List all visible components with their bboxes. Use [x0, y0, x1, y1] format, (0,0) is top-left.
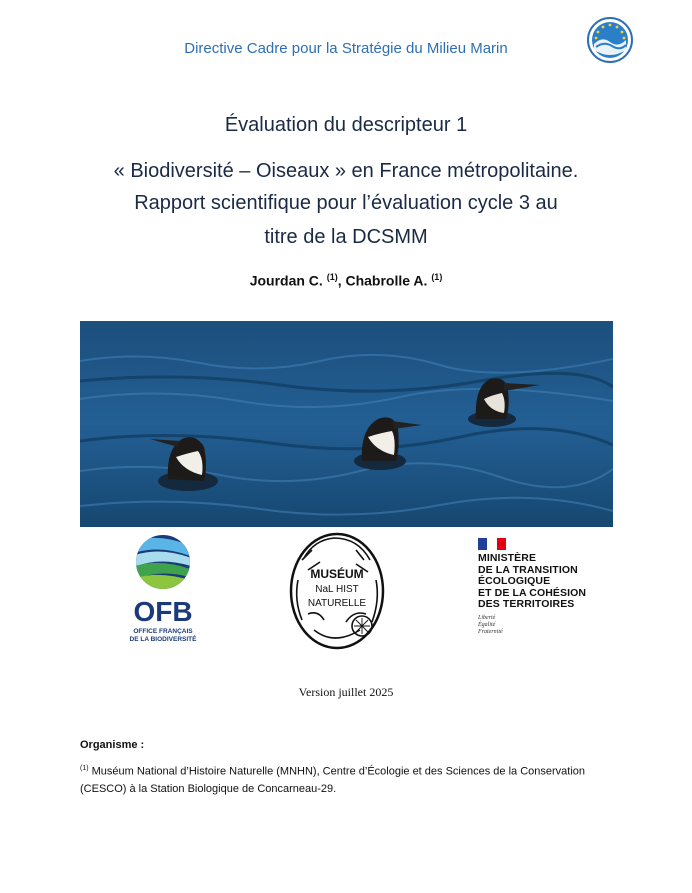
ministry-name: MINISTÈRE DE LA TRANSITION ÉCOLOGIQUE ET DE LA COHÉSION DES TERRITOIRES [478, 552, 587, 610]
organisme-label: Organisme : [80, 739, 145, 751]
author-2-ref: (1) [431, 272, 443, 282]
seabirds-on-water-icon [80, 321, 613, 527]
author-1: Jourdan C. [249, 272, 323, 289]
organisme-text [80, 760, 620, 798]
authors [0, 272, 692, 289]
ministry-logo [478, 538, 618, 638]
french-flag-icon [478, 538, 506, 550]
ofb-subtitle-2: DE LA BIODIVERSITÉ [129, 636, 197, 643]
mnhn-logo [284, 530, 390, 652]
ofb-logo [118, 533, 208, 645]
document-title-line-2: « Biodiversité – Oiseaux » en France métropolitaine. [113, 160, 579, 182]
author-2: Chabrolle A. [345, 272, 428, 289]
organisme-description: Muséum National d’Histoire Naturelle (MNHN), Centre d’Écologie et des Sciences de la Conservation (CESCO) à la Station Biologique de Concarneau-29. [80, 765, 586, 795]
author-separator: , [337, 272, 346, 289]
mnhn-text-3: NATURELLE [307, 598, 367, 609]
document-title-line-4: titre de la DCSMM [264, 226, 428, 248]
organisme-ref: (1) [80, 765, 89, 772]
header-title: Directive Cadre pour la Stratégie du Milieu Marin [184, 40, 508, 57]
mnhn-text-1: MUSÉUM [310, 567, 364, 581]
author-1-ref: (1) [326, 272, 338, 282]
document-title-line-1: Évaluation du descripteur 1 [224, 114, 468, 136]
ministry-motto: Liberté Égalité Fraternité [478, 614, 503, 635]
mnhn-text-2: NaL HIST [315, 584, 359, 595]
dcsmm-emblem-icon [586, 16, 634, 64]
version-date: Version juillet 2025 [298, 685, 394, 699]
ofb-subtitle-1: OFFICE FRANÇAIS [133, 628, 193, 635]
ofb-acronym: OFB [133, 596, 193, 627]
document-title-line-3: Rapport scientifique pour l’évaluation cycle 3 au [134, 192, 558, 214]
